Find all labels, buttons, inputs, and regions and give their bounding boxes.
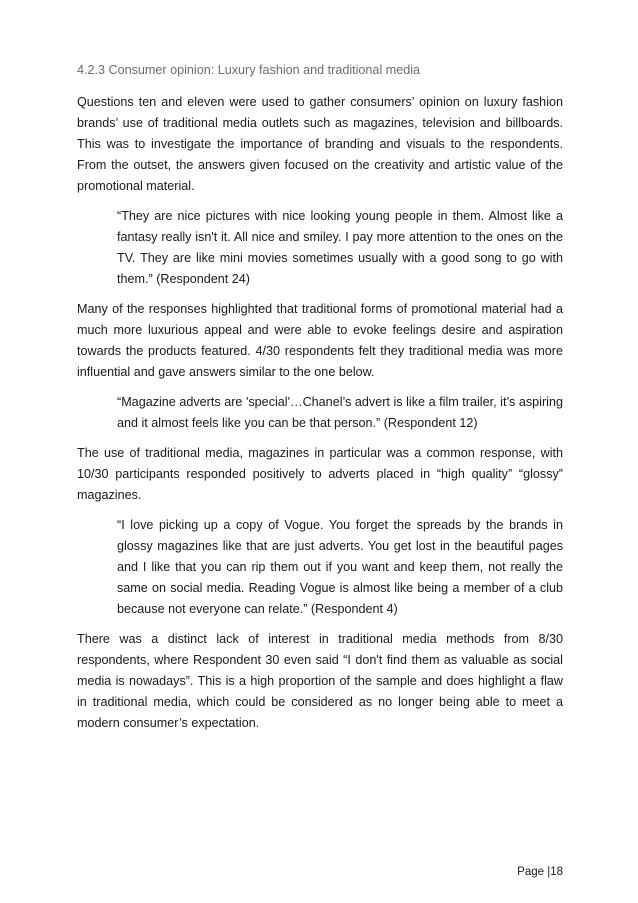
document-page xyxy=(77,0,563,903)
quote-respondent-4: “I love picking up a copy of Vogue. You forget the spreads by the brands in glossy magazines like that are just adverts. You get lost in the beautiful pages and I like that you can rip them out if you want and keep them, not really the same on social media. Reading Vogue is almost like being a member of a club because not everyone can relate.” (Respondent 4) xyxy=(117,518,563,616)
page-number: Page |18 xyxy=(517,866,563,878)
section-heading: 4.2.3 Consumer opinion: Luxury fashion and traditional media xyxy=(77,63,421,77)
paragraph-intro: Questions ten and eleven were used to gather consumers’ opinion on luxury fashion brands’ use of traditional media outlets such as magazines, television and billboards. This was to investigate the importance of branding and visuals to the respondents. From the outset, the answers given focused on the creativity and artistic value of the promotional material. xyxy=(77,95,563,193)
document-body xyxy=(77,92,563,743)
paragraph-magazines: The use of traditional media, magazines in particular was a common response, with 10/30 participants responded positively to adverts placed in “high quality” “glossy” magazines. xyxy=(77,446,563,502)
paragraph-lack-of-interest: There was a distinct lack of interest in traditional media methods from 8/30 respondents, where Respondent 30 even said “I don't find them as valuable as social media is nowadays”. This is a high proportion of the sample and does highlight a flaw in traditional media, which could be considered as no longer being able to meet a modern consumer’s expectation. xyxy=(77,632,563,730)
paragraph-luxurious-appeal: Many of the responses highlighted that traditional forms of promotional material had a much more luxurious appeal and were able to evoke feelings desire and aspiration towards the products featured. 4/30 respondents felt they traditional media was more influential and gave answers similar to the one below. xyxy=(77,302,563,379)
quote-respondent-24: “They are nice pictures with nice looking young people in them. Almost like a fantasy really isn't it. All nice and smiley. I pay more attention to the ones on the TV. They are like mini movies sometimes usually with a good song to go with them.” (Respondent 24) xyxy=(117,209,563,286)
quote-respondent-12: “Magazine adverts are 'special'…Chanel’s advert is like a film trailer, it’s aspiring and it almost feels like you can be that person.” (Respondent 12) xyxy=(117,395,563,430)
